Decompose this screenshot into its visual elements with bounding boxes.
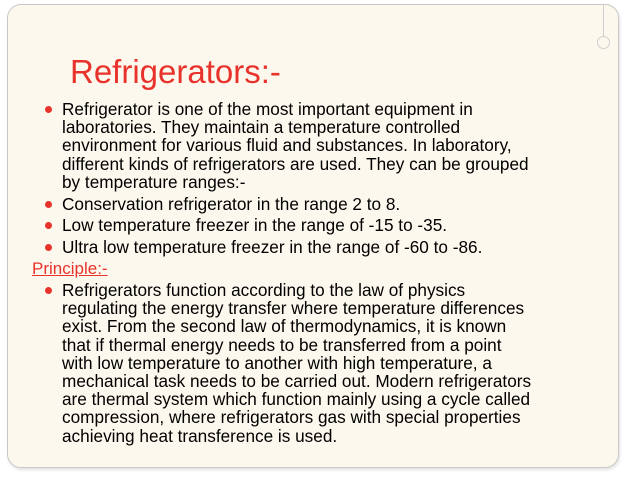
bullet-text-line: Low temperature freezer in the range of -15 to -35.	[62, 215, 448, 236]
bullet-text-line: Conservation refrigerator in the range 2 to 8.	[62, 193, 401, 214]
bullet-icon	[45, 106, 52, 113]
bullet-text-line: environment for various fluid and substances. In laboratory,	[62, 135, 512, 156]
slide-title: Refrigerators:-	[70, 53, 281, 90]
ornament-line	[603, 5, 604, 37]
slide-content	[32, 99, 620, 448]
bullet-text-line: compression, where refrigerators gas with special properties	[62, 407, 521, 428]
bullet-text-line: that if thermal energy needs to be transferred from a point	[62, 334, 502, 355]
bullet-icon	[45, 222, 52, 229]
bullet-item-ultra-low	[40, 238, 620, 256]
bullet-text-line: are thermal system which function mainly using a cycle called	[62, 389, 531, 410]
bullet-item-intro	[40, 100, 620, 191]
bullet-text-line: regulating the energy transfer where temperature differences	[62, 298, 525, 319]
bullet-text-line: Refrigerators function according to the law of physics	[62, 280, 466, 300]
bullet-icon	[45, 244, 52, 251]
bullet-item-low-temp	[40, 216, 620, 234]
bullet-text-line: exist. From the second law of thermodynamics, it is known	[62, 316, 507, 337]
bullet-text-line: Ultra low temperature freezer in the range of -60 to -86.	[62, 237, 483, 258]
ornament-circle-icon	[597, 36, 610, 49]
bullet-item-conservation	[40, 195, 620, 213]
bullet-item-principle	[40, 281, 620, 445]
principle-heading: Principle:-	[32, 259, 108, 278]
bullet-text-line: achieving heat transference is used.	[62, 425, 338, 446]
bullet-text-line: different kinds of refrigerators are used. They can be grouped	[62, 153, 529, 174]
bullet-icon	[45, 201, 52, 208]
bullet-icon	[45, 287, 52, 294]
bullet-text-line: mechanical task needs to be carried out. Modern refrigerators	[62, 371, 532, 392]
bullet-text-line: with low temperature to another with high temperature, a	[62, 352, 492, 373]
bullet-text-line: by temperature ranges:-	[62, 171, 246, 192]
bullet-text-line: Refrigerator is one of the most important equipment in	[62, 99, 473, 119]
bullet-text-line: laboratories. They maintain a temperature controlled	[62, 117, 461, 138]
